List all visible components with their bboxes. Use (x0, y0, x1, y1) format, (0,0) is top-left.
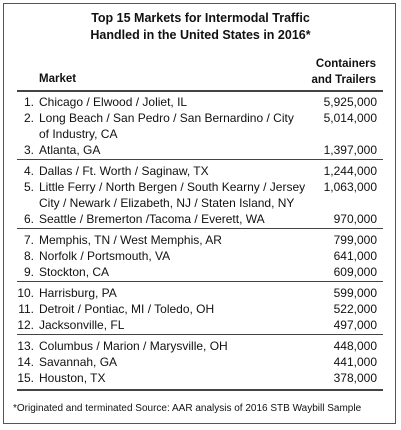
column-header-containers (311, 56, 376, 88)
market-name (39, 338, 309, 354)
market-name-line: Columbus / Marion / Marysville, OH (39, 339, 228, 353)
market-name-line: Atlanta, GA (39, 143, 101, 157)
containers-value: 497,000 (333, 318, 377, 332)
table-row (17, 338, 383, 354)
market-name (39, 317, 309, 333)
table-title-line-1: Top 15 Markets for Intermodal Traffic (91, 11, 310, 25)
rank-number: 2. (23, 111, 34, 125)
containers-value: 378,000 (333, 371, 377, 385)
market-name (39, 370, 309, 386)
rank-number: 9. (23, 265, 34, 279)
table-row (17, 264, 383, 280)
table-row (17, 248, 383, 264)
containers-value: 970,000 (333, 212, 377, 226)
rank-number: 5. (23, 180, 34, 194)
market-name (39, 142, 309, 158)
market-name (39, 179, 309, 211)
row-separator (17, 159, 383, 160)
table-row (17, 285, 383, 301)
market-name (39, 248, 309, 264)
rank-number: 1. (23, 95, 34, 109)
table-row (17, 370, 383, 386)
containers-value: 1,244,000 (323, 164, 377, 178)
market-name-line: Dallas / Ft. Worth / Saginaw, TX (39, 164, 209, 178)
row-separator (17, 334, 383, 335)
market-name (39, 232, 309, 248)
containers-value: 441,000 (333, 355, 377, 369)
market-name-line: of Industry, CA (39, 127, 118, 141)
market-name-line: Long Beach / San Pedro / San Bernardino / City (39, 111, 294, 125)
market-name (39, 354, 309, 370)
market-name-line: Chicago / Elwood / Joliet, IL (39, 95, 188, 109)
market-name (39, 163, 309, 179)
market-name (39, 285, 309, 301)
market-name-line: Norfolk / Portsmouth, VA (39, 249, 171, 263)
row-separator (17, 281, 383, 282)
rank-number: 8. (23, 249, 34, 263)
column-header-containers-line-2: and Trailers (311, 74, 376, 86)
containers-value: 1,063,000 (323, 180, 377, 194)
market-name (39, 264, 309, 280)
table-row (17, 354, 383, 370)
containers-value: 448,000 (333, 339, 377, 353)
rank-number: 4. (23, 164, 34, 178)
row-separator (17, 228, 383, 229)
column-header-containers-line-1: Containers (315, 58, 376, 70)
rank-number: 7. (23, 233, 34, 247)
market-name-line: City / Newark / Elizabeth, NJ / Staten Island, NY (39, 196, 295, 210)
rank-number: 11. (18, 302, 34, 316)
table-row (17, 301, 383, 317)
table-row (17, 110, 383, 142)
containers-value: 609,000 (333, 265, 377, 279)
market-name (39, 301, 309, 317)
table-row (17, 94, 383, 110)
row-separator (17, 90, 383, 92)
table-title-line-2: Handled in the United States in 2016* (90, 28, 311, 42)
rank-number: 6. (23, 212, 34, 226)
market-name-line: Stockton, CA (39, 265, 110, 279)
market-name-line: Savannah, GA (39, 355, 118, 369)
market-name (39, 94, 309, 110)
containers-value: 5,925,000 (323, 95, 377, 109)
table-row (17, 317, 383, 333)
table-row (17, 211, 383, 227)
rank-number: 10. (17, 286, 34, 300)
rank-number: 12. (17, 318, 34, 332)
rank-number: 13. (17, 339, 34, 353)
market-name-line: Little Ferry / North Bergen / South Kearny / Jersey (39, 180, 306, 194)
rank-number: 3. (23, 143, 34, 157)
table-row (17, 163, 383, 179)
market-name-line: Detroit / Pontiac, MI / Toledo, OH (39, 302, 215, 316)
market-name (39, 110, 309, 142)
table-row (17, 179, 383, 211)
containers-value: 799,000 (333, 233, 377, 247)
column-header-market: Market (39, 73, 77, 85)
containers-value: 599,000 (333, 286, 377, 300)
row-separator (17, 389, 383, 391)
containers-value: 522,000 (333, 302, 377, 316)
market-name-line: Houston, TX (39, 371, 106, 385)
market-name (39, 211, 309, 227)
containers-value: 5,014,000 (323, 111, 377, 125)
market-name-line: Memphis, TN / West Memphis, AR (39, 233, 222, 247)
rank-number: 14. (17, 355, 34, 369)
containers-value: 1,397,000 (323, 143, 377, 157)
containers-value: 641,000 (333, 249, 377, 263)
market-name-line: Harrisburg, PA (39, 286, 117, 300)
market-name-line: Jacksonville, FL (39, 318, 125, 332)
table-row (17, 232, 383, 248)
footnote: *Originated and terminated Source: AAR analysis of 2016 STB Waybill Sample (13, 403, 362, 414)
market-name-line: Seattle / Bremerton /Tacoma / Everett, WA (39, 212, 265, 226)
table-row (17, 142, 383, 158)
rank-number: 15. (17, 371, 34, 385)
